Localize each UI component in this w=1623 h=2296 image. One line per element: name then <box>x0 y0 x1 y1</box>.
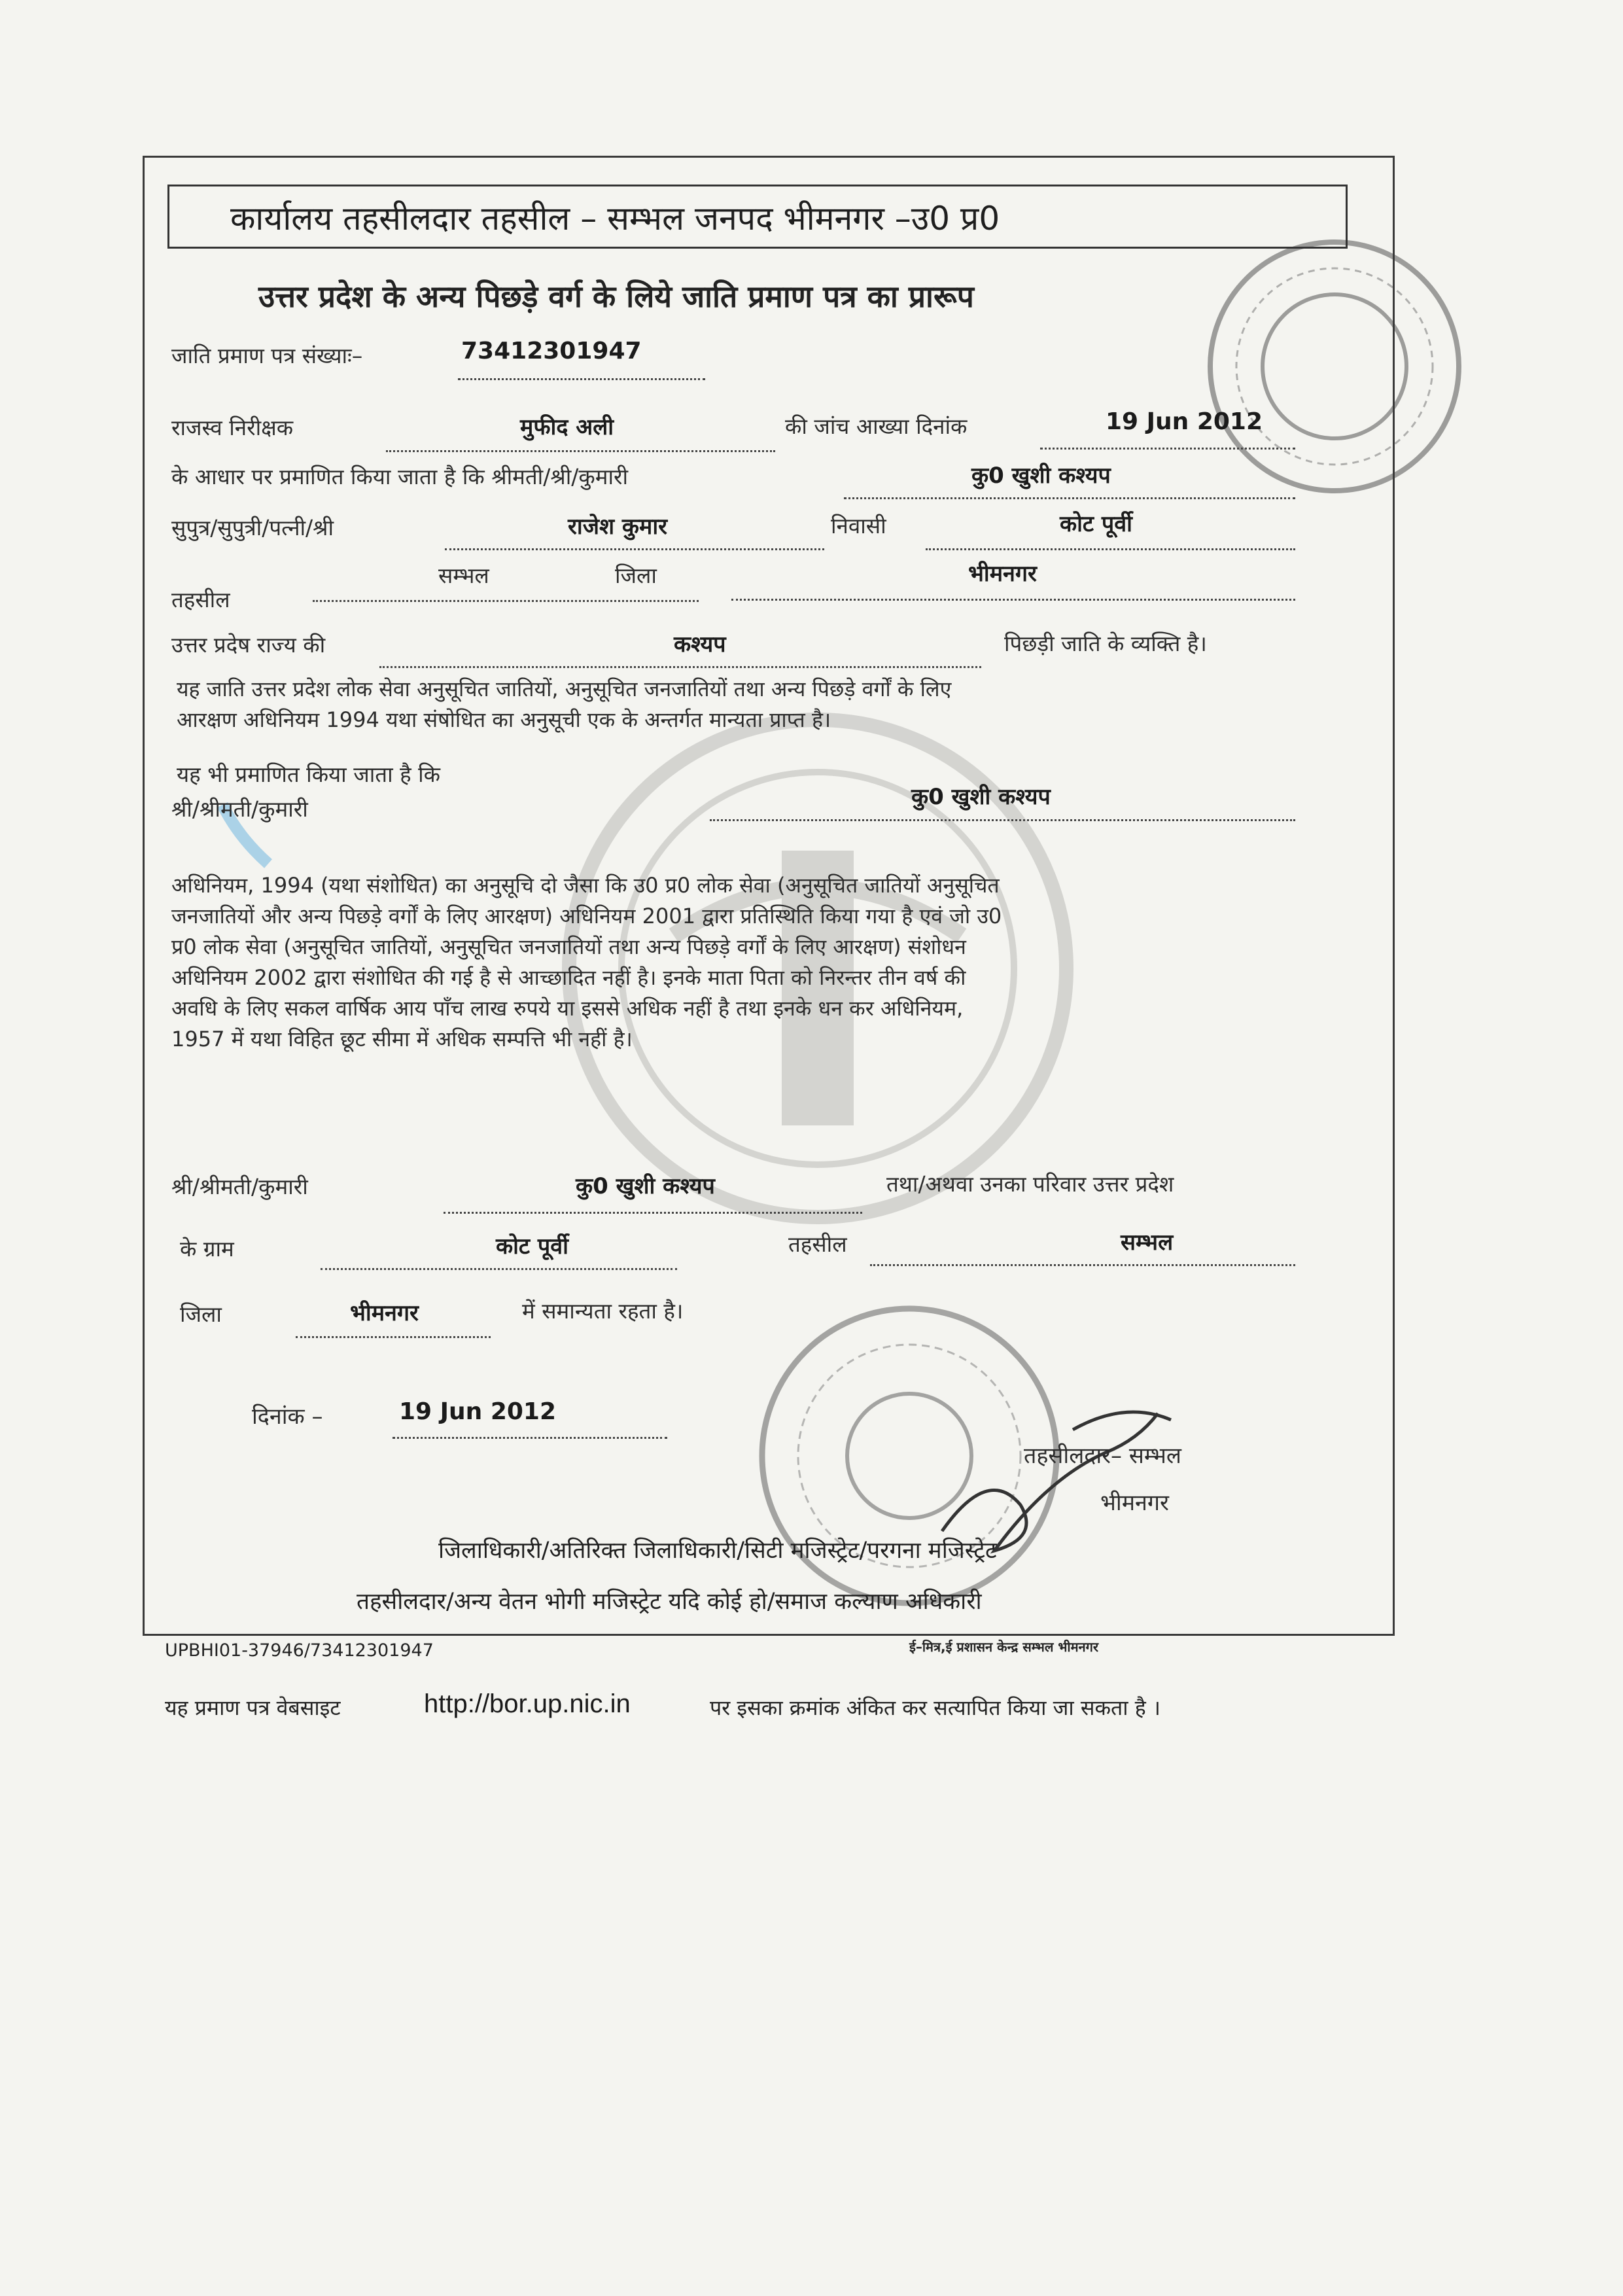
certificate-no-label: जाति प्रमाण पत्र संख्याः– <box>171 343 363 368</box>
inspector-label: राजस्व निरीक्षक <box>171 415 294 440</box>
residence-name: कु0 खुशी कश्यप <box>576 1173 715 1199</box>
residence-suffix1: तथा/अथवा उनका परिवार उत्तर प्रदेश <box>886 1171 1174 1197</box>
dotted-line <box>844 497 1295 499</box>
dotted-line <box>393 1437 667 1439</box>
date-value: 19 Jun 2012 <box>399 1398 557 1425</box>
report-date: 19 Jun 2012 <box>1106 408 1263 435</box>
dotted-line <box>313 600 699 602</box>
residence-suffix3: में समान्यता रहता है। <box>522 1298 684 1324</box>
certificate-no-value: 73412301947 <box>461 338 642 364</box>
dotted-line <box>1040 448 1295 450</box>
para2-line: अधिनियम, 1994 (यथा संशोधित) का अनुसूचि दो जैसा कि उ0 प्र0 लोक सेवा (अनुसूचित जातियों अनुसूचित <box>171 873 1000 898</box>
signatory-line1: तहसीलदार– सम्भल <box>1024 1443 1181 1469</box>
residence-tehsil-label: तहसील <box>788 1231 847 1257</box>
para2-line: 1957 में यथा विहित छूट सीमा में अधिक सम्पत्ति भी नहीं है। <box>171 1027 633 1051</box>
inspector-name: मुफीद अली <box>520 414 614 440</box>
caste-line-label: उत्तर प्रदेष राज्य की <box>171 632 326 658</box>
dotted-line <box>386 450 775 452</box>
residence-district: भीमनगर <box>350 1300 419 1326</box>
tehsil-name: सम्भल <box>438 563 489 588</box>
caste-line-suffix: पिछड़ी जाति के व्यक्ति है। <box>1004 631 1207 656</box>
parent-label: सुपुत्र/सुपुत्री/पत्नी/श्री <box>171 515 334 540</box>
parent-name: राजेश कुमार <box>568 514 668 540</box>
date-label: दिनांक – <box>252 1404 323 1430</box>
form-title: उत्तर प्रदेश के अन्य पिछड़े वर्ग के लिये जाति प्रमाण पत्र का प्रारूप <box>258 279 974 314</box>
para2-line: प्र0 लोक सेवा (अनुसूचित जातियों, अनुसूचित जनजातियों तथा अन्य पिछड़े वर्गों के लिए आरक्षण) संशोधन <box>171 934 966 959</box>
reference-code: UPBHI01-37946/73412301947 <box>165 1640 434 1661</box>
para1-line: आरक्षण अधिनियम 1994 यथा संषोधित का अनुसूची एक के अन्तर्गत मान्यता प्राप्त है। <box>177 707 831 732</box>
tehsil-label: तहसील <box>171 587 230 612</box>
dotted-line <box>926 548 1295 550</box>
para2-line: अधिनियम 2002 द्वारा संशोधित की गई है से आच्छादित नहीं है। इनके माता पिता को निरन्तर तीन वर्ष की <box>171 965 966 990</box>
verify-url[interactable]: http://bor.up.nic.in <box>424 1689 631 1718</box>
dotted-line <box>296 1336 491 1338</box>
dotted-line <box>321 1268 677 1270</box>
certify-name: कु0 खुशी कश्यप <box>971 463 1111 489</box>
also-line2: श्री/श्रीमती/कुमारी <box>171 796 308 822</box>
emitra-centre: ई–मित्र,ई प्रशासन केन्द्र सम्भल भीमनगर <box>909 1639 1099 1655</box>
dotted-line <box>444 1212 862 1214</box>
signatory-line3: जिलाधिकारी/अतिरिक्त जिलाधिकारी/सिटी मजिस्ट्रेट/परगना मजिस्ट्रेट <box>438 1538 997 1564</box>
para1-line: यह जाति उत्तर प्रदेश लोक सेवा अनुसूचित जातियों, अनुसूचित जनजातियों तथा अन्य पिछड़े वर्गों के लिए <box>177 677 952 701</box>
verify-prefix: यह प्रमाण पत्र वेबसाइट <box>165 1695 341 1720</box>
signatory-line4: तहसीलदार/अन्य वेतन भोगी मजिस्ट्रेट यदि कोई हो/समाज कल्याण अधिकारी <box>357 1589 982 1615</box>
residence-label3: जिला <box>180 1301 222 1327</box>
para2-line: अवधि के लिए सकल वार्षिक आय पाँच लाख रुपये या इससे अधिक नहीं है तथा इनके धन कर अधिनियम, <box>171 996 964 1021</box>
also-line1: यह भी प्रमाणित किया जाता है कि <box>177 762 441 787</box>
dotted-line <box>445 548 824 550</box>
district-label: जिला <box>615 563 657 588</box>
signatory-line2: भीमनगर <box>1100 1490 1169 1516</box>
village-name: कोट पूर्वी <box>1060 511 1132 537</box>
residence-label1: श्री/श्रीमती/कुमारी <box>171 1174 308 1199</box>
dotted-line <box>710 819 1295 821</box>
residence-tehsil: सम्भल <box>1121 1229 1174 1256</box>
residence-label2: के ग्राम <box>180 1236 234 1262</box>
dotted-line <box>379 666 981 668</box>
certify-label: के आधार पर प्रमाणित किया जाता है कि श्रीमती/श्री/कुमारी <box>171 464 629 489</box>
district-name: भीमनगर <box>968 561 1037 587</box>
report-date-label: की जांच आख्या दिनांक <box>785 414 968 439</box>
caste-name: कश्यप <box>674 631 726 658</box>
para2-line: जनजातियों और अन्य पिछड़े वर्गों के लिए आरक्षण) अधिनियम 2001 द्वारा प्रतिस्थिति किया गया है एवं जो उ0 <box>171 904 1002 928</box>
dotted-line <box>458 378 705 380</box>
resident-label: निवासी <box>831 513 886 539</box>
office-title: कार्यालय तहसीलदार तहसील – सम्भल जनपद भीमनगर –उ0 प्र0 <box>230 200 1000 238</box>
verify-suffix: पर इसका क्रमांक अंकित कर सत्यापित किया जा सकता है । <box>710 1695 1161 1720</box>
dotted-line <box>870 1264 1295 1266</box>
also-name: कु0 खुशी कश्यप <box>911 784 1051 810</box>
dotted-line <box>731 599 1295 601</box>
residence-village: कोट पूर्वी <box>496 1233 568 1260</box>
